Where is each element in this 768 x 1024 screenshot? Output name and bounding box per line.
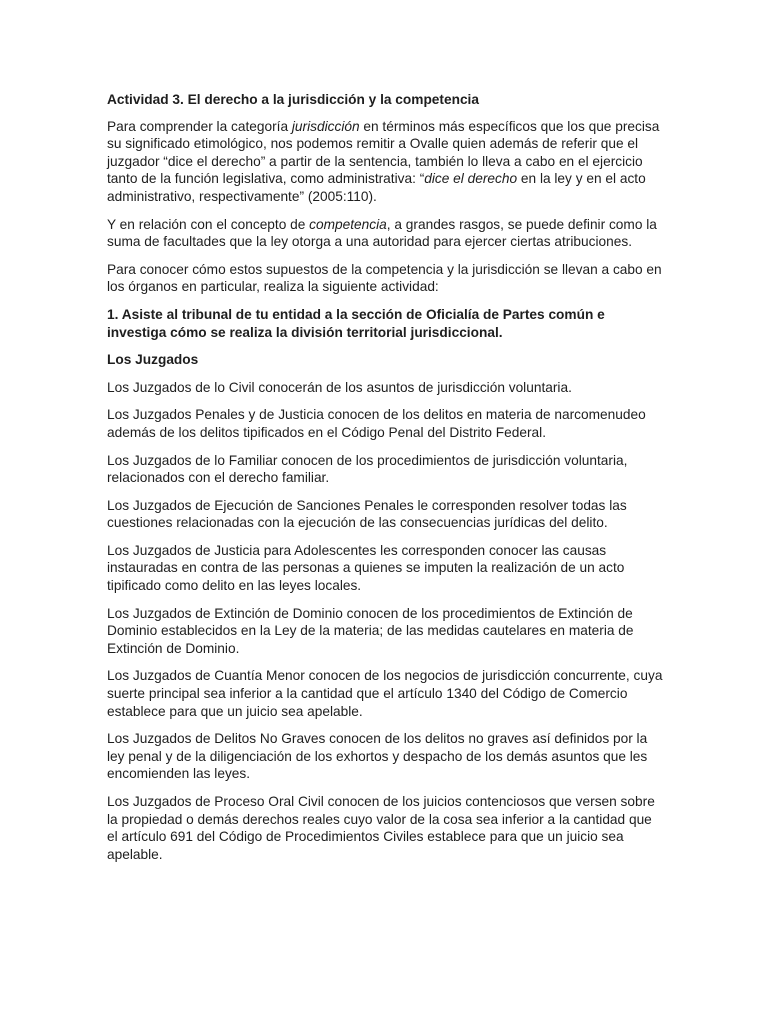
- term-jurisdiccion: jurisdicción: [291, 118, 360, 134]
- juzgados-paragraph: Los Juzgados de Proceso Oral Civil conocen de los juicios contenciosos que versen sobre la propiedad o demás derechos reales cuyo valor de la cosa sea inferior a la cantidad que el artículo 691 del Código de Procedimientos Civiles establece para que un juicio sea apelable.: [107, 794, 655, 862]
- intro-text: , a grandes rasgos, se puede definir como la suma de facultades que la ley otorga a una autoridad para ejercer ciertas atribuciones.: [107, 216, 657, 250]
- juzgados-paragraph: Los Juzgados de lo Civil conocerán de los asuntos de jurisdicción voluntaria.: [107, 379, 572, 395]
- document-title: Actividad 3. El derecho a la jurisdicción y la competencia: [107, 92, 479, 107]
- juzgados-paragraph: Los Juzgados de lo Familiar conocen de los procedimientos de jurisdicción voluntaria, relacionados con el derecho familiar.: [107, 452, 628, 486]
- juzgados-paragraph: Los Juzgados de Ejecución de Sanciones Penales le corresponden resolver todas las cuestiones relacionadas con la ejecución de las consecuencias jurídicas del delito.: [107, 497, 627, 531]
- juzgados-paragraph: Los Juzgados Penales y de Justicia conocen de los delitos en materia de narcomenudeo además de los delitos tipificados en el Código Penal del Distrito Federal.: [107, 407, 646, 440]
- intro-paragraph-actividad: Para conocer cómo estos supuestos de la competencia y la jurisdicción se llevan a cabo en los órganos en particular, realiza la siguiente actividad:: [107, 261, 662, 295]
- juzgados-paragraph: Los Juzgados de Justicia para Adolescentes les corresponden conocer las causas instauradas en contra de las personas a quienes se imputen la realización de un acto tipificado como delito en las leyes locales.: [107, 542, 625, 594]
- term-competencia: competencia: [309, 216, 387, 232]
- juzgados-paragraph: Los Juzgados de Extinción de Dominio conocen de los procedimientos de Extinción de Dominio establecidos en la Ley de la materia; de las medidas cautelares en materia de Extinción de Dominio.: [107, 605, 634, 656]
- task-instruction: 1. Asiste al tribunal de tu entidad a la sección de Oficialía de Partes común e investiga cómo se realiza la división territorial jurisdiccional.: [107, 306, 605, 340]
- intro-text: en términos más específicos que los que precisa su significado etimológico, nos podemos remitir a Ovalle quien además de referir que el juzgador “dice el derecho” a partir de la sentencia, también lo lleva a cabo en el ejercicio tanto de la función legislativa, como administrativa: “: [107, 118, 660, 187]
- document-body: [107, 91, 663, 873]
- term-dice-el-derecho: dice el derecho: [424, 171, 518, 187]
- intro-text: Para comprender la categoría: [107, 118, 292, 134]
- section-heading: Los Juzgados: [107, 352, 199, 368]
- juzgados-paragraph: Los Juzgados de Delitos No Graves conocen de los delitos no graves así definidos por la ley penal y de la diligenciación de los exhortos y despacho de los demás asuntos que les encomienden las leyes.: [107, 731, 648, 782]
- intro-text: en la ley y en el acto administrativo, respectivamente” (2005:110).: [107, 171, 646, 204]
- intro-text: Y en relación con el concepto de: [107, 216, 310, 232]
- intro-paragraph-competencia: [107, 216, 663, 251]
- juzgados-paragraph: Los Juzgados de Cuantía Menor conocen de los negocios de jurisdicción concurrente, cuya suerte principal sea inferior a la cantidad que el artículo 1340 del Código de Comercio establece para que un juicio sea apelable.: [107, 668, 663, 719]
- intro-paragraph-jurisdiccion: [107, 118, 663, 206]
